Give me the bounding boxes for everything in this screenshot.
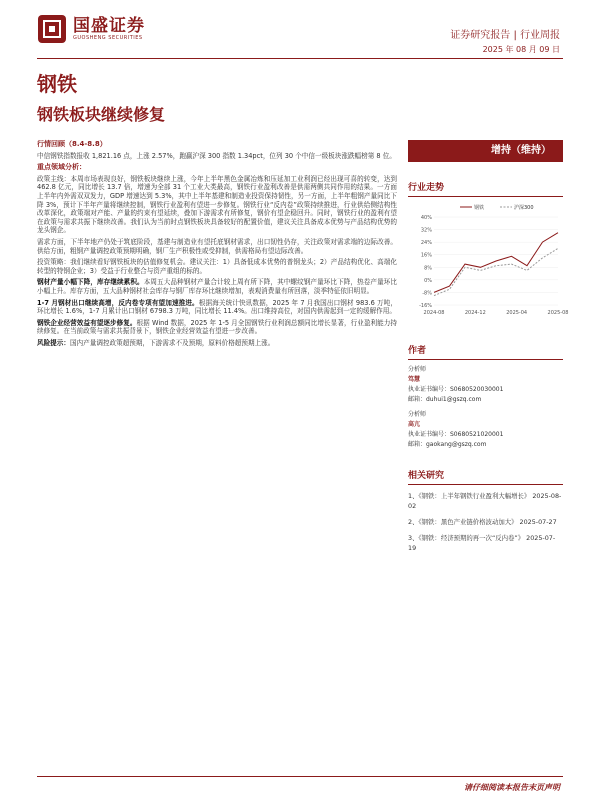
series-line-1 [434, 248, 558, 295]
sidebar [408, 140, 569, 559]
paragraph-body: 投资策略：我们继续看好钢铁板块的估值修复机会。建议关注：1）具备低成本优势的普钢龙头；2）产品结构优化、高端化转型的特钢企业；3）受益于行业整合与资产重组的标的。 [37, 258, 397, 275]
author-card [408, 410, 563, 450]
analysis-paragraph [37, 319, 397, 336]
analysis-paragraph [37, 238, 397, 255]
report-type: 证券研究报告 | 行业周报 [450, 30, 560, 41]
analysis-paragraph [37, 299, 397, 316]
rating-badge: 增持（维持） [408, 140, 563, 162]
author-cert: 执业证书编号：S0680521020001 [408, 431, 504, 438]
author-role: 分析师 [408, 411, 427, 418]
y-tick-label: 24% [420, 240, 432, 247]
paragraph-body: 根据海关统计快讯数据，2025 年 7 月我国出口钢材 983.6 万吨，环比增长 1.6%，1-7 月累计出口钢材 6798.3 万吨，同比增长 11.4%。出口维持高位，对国内供需起到一定的缓解作用。 [37, 298, 397, 316]
y-tick-label: -8% [422, 290, 432, 297]
author-name: 笃慧 [408, 376, 421, 383]
paragraph-body: 需求方面，下半年地产仍处于筑底阶段，基建与制造业有望托底钢材需求，出口韧性仍存，关注政策对需求端的边际改善。供给方面，粗钢产量调控政策预期明确，钢厂生产积极性或受抑制，供需格局有望边际改善。 [37, 237, 397, 255]
analysis-paragraph [37, 163, 397, 172]
analysis-paragraph [37, 278, 397, 295]
header-divider [37, 58, 563, 59]
industry-trend-chart [408, 201, 569, 321]
company-logo [37, 14, 145, 44]
paragraph-lead: 钢铁企业经营效益有望逐步修复。 [37, 318, 137, 327]
analysis-paragraphs [37, 163, 397, 336]
related-research-list [408, 491, 563, 553]
market-review-text: 中信钢铁指数报收 1,821.16 点，上涨 2.57%，跑赢沪深 300 指数 1.34pct，位列 30 个中信一级板块涨跌幅榜第 8 位。 [37, 151, 396, 160]
series-line-0 [434, 233, 558, 293]
y-tick-label: 40% [420, 215, 432, 221]
legend-label: 钢铁 [474, 205, 485, 211]
footer-divider [37, 776, 563, 777]
related-report-link[interactable]: 3、《钢铁：经济预期的再一次“反内卷”》 2025-07-19 [408, 534, 556, 552]
industry-name: 钢铁 [37, 72, 77, 96]
analysis-paragraph [37, 175, 397, 235]
paragraph-body: 政策主线：本周市场表现良好，钢铁板块继续上涨，今年上半年黑色金属冶炼和压延加工业利润已经出现可喜的转变，达到 462.8 亿元，同比增长 13.7 倍，增速为全部 31 个工业大类最高，钢铁行业盈利改善是供需两侧共同作用的结果。一方面上半年内外需双双发力，GDP 增速达到 5.3%，其中上半年基建和制造业投资保持韧性，另一方面，上半年粗钢产量同比下降 3%，预计下半年产量将继续控制，钢铁行业盈利有望进一步修复。钢铁行业“反内卷”政策持续推进，行业供给侧结构性改革深化，政策端对产能、产量的约束有望延续，叠加下游需求有所修复，钢价有望企稳回升。同时，钢铁行业的盈利有望在政策与需求共振下继续改善。我们认为当前时点钢铁板块具备较好的配置价值，建议关注具备成本优势与产品结构优势的龙头钢企。 [37, 174, 397, 235]
logo-english-name: GUOSHENG SECURITIES [73, 35, 143, 41]
related-heading: 相关研究 [408, 468, 563, 485]
y-tick-label: 0% [424, 277, 432, 284]
related-report-link[interactable]: 2、《钢铁：黑色产业链价格波动加大》 2025-07-27 [408, 518, 557, 526]
risk-label: 风险提示： [37, 338, 70, 347]
x-tick-label: 2025-04 [506, 310, 528, 316]
paragraph-lead: 重点领域分析： [37, 163, 86, 172]
authors-list [408, 365, 563, 450]
author-role: 分析师 [408, 366, 427, 373]
paragraph-lead: 钢材产量小幅下降，库存继续累积。 [37, 278, 144, 287]
trend-heading: 行业走势 [408, 180, 563, 197]
risk-warning [37, 339, 397, 348]
related-report-link[interactable]: 1、《钢铁：上半年钢铁行业盈利大幅增长》 2025-08-02 [408, 492, 562, 510]
risk-text: 国内产量调控政策超预期，下游需求不及预期，原料价格超预期上涨。 [69, 338, 275, 347]
y-tick-label: 16% [420, 252, 432, 259]
author-email[interactable]: 邮箱：duhui1@gszq.com [408, 396, 482, 403]
logo-mark-icon [37, 14, 67, 44]
authors-heading: 作者 [408, 343, 563, 360]
y-tick-label: 32% [420, 227, 432, 234]
author-cert: 执业证书编号：S0680520030001 [408, 386, 504, 393]
report-date: 2025 年 08 月 09 日 [482, 45, 560, 54]
report-footer [0, 776, 600, 800]
footer-disclaimer: 请仔细阅读本报告末页声明 [464, 783, 560, 792]
analysis-paragraph [37, 258, 397, 275]
y-tick-label: -16% [419, 303, 432, 309]
paragraph-lead: 1-7 月钢材出口继续高增，反内卷专项有望加速推进。 [37, 298, 199, 307]
y-tick-label: 8% [424, 265, 432, 272]
legend-label: 沪深300 [514, 205, 534, 211]
main-text-column [37, 140, 397, 350]
author-email[interactable]: 邮箱：gaokang@gszq.com [408, 441, 487, 448]
author-card [408, 365, 563, 405]
market-review-heading: 行情回顾（8.4-8.8） [37, 140, 107, 148]
paragraph-body: 根据 Wind 数据，2025 年 1-5 月全国钢铁行业利润总额同比增长显著，行业盈利能力持续修复。在当前政策与需求共振背景下，钢铁企业经营效益有望进一步改善。 [37, 318, 397, 336]
x-tick-label: 2024-08 [423, 310, 445, 316]
x-tick-label: 2024-12 [464, 310, 486, 316]
author-name: 高亢 [408, 421, 421, 428]
report-title: 钢铁板块继续修复 [37, 105, 166, 124]
x-tick-label: 2025-08 [547, 310, 569, 316]
report-header [0, 0, 600, 58]
logo-chinese-name: 国盛证券 [73, 16, 145, 36]
paragraph-body: 本周五大品种钢材产量合计较上周有所下降，其中螺纹钢产量环比下降，热卷产量环比小幅上升。库存方面，五大品种钢材社会库存与钢厂库存环比继续增加，表观消费量有所回落，淡季特征依旧明显。 [37, 278, 398, 295]
